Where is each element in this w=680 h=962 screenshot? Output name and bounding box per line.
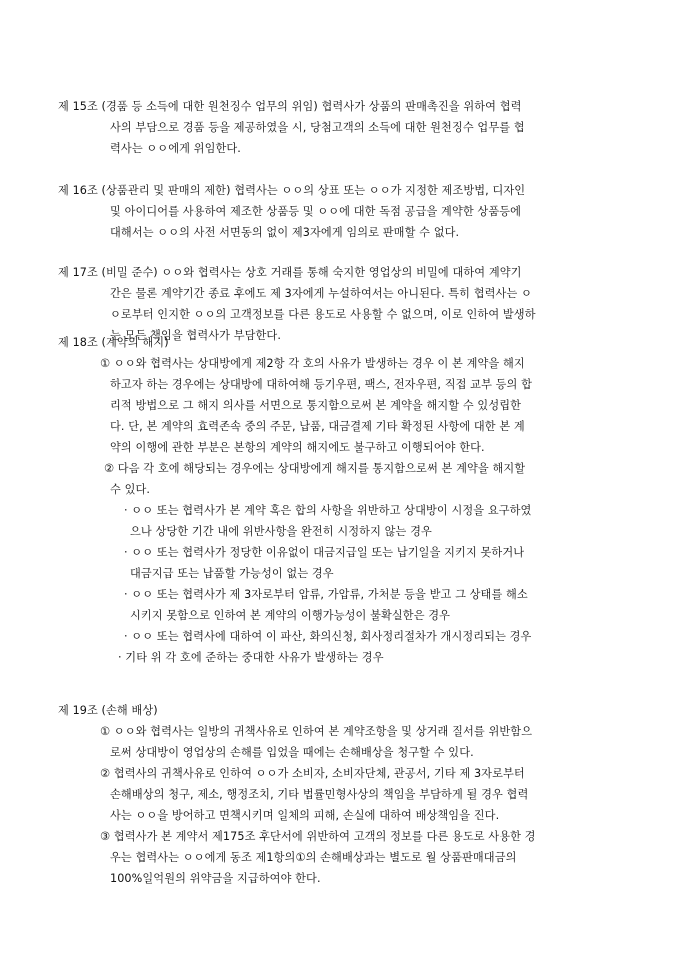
article-18-para1-line-2: 하고자 하는 경우에는 상대방에 대하여해 등기우편, 팩스, 전자우편, 직접 교부 등의 합 xyxy=(110,378,533,391)
article-19-para3-line-3: 100%일억원의 위약금을 지급하여야 한다. xyxy=(110,872,321,885)
article-19-para2-line-3: 사는 ㅇㅇ을 방어하고 면책시키며 일체의 피해, 손실에 대하여 배상책임을 진다. xyxy=(110,809,500,822)
article-15-line-3: 력사는 ㅇㅇ에게 위임한다. xyxy=(110,142,241,155)
article-18-item-1-line-2: 으나 상당한 기간 내에 위반사항을 완전히 시정하지 않는 경우 xyxy=(130,525,432,538)
article-17-line-2: 간은 물론 계약기간 종료 후에도 제 3자에게 누설하여서는 아니된다. 특히 협력사는 ㅇ xyxy=(110,287,532,300)
article-18-para1-line-5: 약의 이행에 관한 부분은 본항의 계약의 해지에도 불구하고 이행되어야 한다. xyxy=(110,441,485,454)
article-18-heading: 제 18조 (계약의 해지) xyxy=(58,336,169,349)
article-17-line-3: ㅇ로부터 인지한 ㅇㅇ의 고객정보를 다른 용도로 사용할 수 없으며, 이로 인하여 발생하 xyxy=(110,308,536,321)
article-18-para2-line-1: ② 다음 각 호에 해당되는 경우에는 상대방에게 해지를 통지함으로써 본 계약을 해지할 xyxy=(104,462,526,475)
article-18-item-5: · 기타 위 각 호에 준하는 중대한 사유가 발생하는 경우 xyxy=(118,651,384,664)
article-18-para1-line-4: 다. 단, 본 계약의 효력존속 중의 주문, 납품, 대금결제 기타 확정된 사항에 대한 본 계 xyxy=(110,420,525,433)
article-16 xyxy=(58,180,628,243)
article-19 xyxy=(58,700,628,889)
article-18 xyxy=(58,332,628,668)
article-17-line-4: 는 모든 책임을 협력사가 부담한다. xyxy=(110,329,281,342)
article-15 xyxy=(58,96,628,159)
article-18-item-2-line-2: 대금지급 또는 납품할 가능성이 없는 경우 xyxy=(130,567,334,580)
article-19-para3-line-2: 우는 협력사는 ㅇㅇ에게 동조 제1항의①의 손해배상과는 별도로 월 상품판매대금의 xyxy=(110,851,517,864)
article-19-para2-line-2: 손해배상의 청구, 제소, 행정조치, 기타 법률민형사상의 책임을 부담하게 될 경우 협력 xyxy=(110,788,529,801)
article-18-para1-line-3: 리적 방법으로 그 해지 의사를 서면으로 통지함으로써 본 계약을 해지할 수 있성립한 xyxy=(110,399,522,412)
article-18-para1-line-1: ① ㅇㅇ와 협력사는 상대방에게 제2항 각 호의 사유가 발생하는 경우 이 본 계약을 해지 xyxy=(100,357,525,370)
article-18-item-3-line-2: 시키지 못함으로 인하여 본 계약의 이행가능성이 불확실한은 경우 xyxy=(130,609,451,622)
article-18-item-4: · ㅇㅇ 또는 협력사에 대하여 이 파산, 화의신청, 회사정리절차가 개시정리되는 경우 xyxy=(124,630,532,643)
article-15-heading-line: 제 15조 (경품 등 소득에 대한 원천징수 업무의 위임) 협력사가 상품의 판매촉진을 위하여 협력 xyxy=(58,100,522,113)
article-19-para1-line-1: ① ㅇㅇ와 협력사는 일방의 귀책사유로 인하여 본 계약조항을 및 상거래 질서를 위반함으 xyxy=(100,725,533,738)
article-19-para2-line-1: ② 협력사의 귀책사유로 인하여 ㅇㅇ가 소비자, 소비자단체, 관공서, 기타 제 3자로부터 xyxy=(100,767,525,780)
article-19-para3-line-1: ③ 협력사가 본 계약서 제175조 후단서에 위반하여 고객의 정보를 다른 용도로 사용한 경 xyxy=(100,830,536,843)
article-15-line-2: 사의 부담으로 경품 등을 제공하였을 시, 당첨고객의 소득에 대한 원천징수 업무를 협 xyxy=(110,121,525,134)
article-16-line-3: 대해서는 ㅇㅇ의 사전 서면동의 없이 제3자에게 임의로 판매할 수 없다. xyxy=(110,226,460,239)
article-16-line-2: 및 아이디어를 사용하여 제조한 상품등 및 ㅇㅇ에 대한 독점 공급을 계약한 상품등에 xyxy=(110,205,522,218)
article-16-heading-line: 제 16조 (상품관리 및 판매의 제한) 협력사는 ㅇㅇ의 상표 또는 ㅇㅇ가 지정한 제조방법, 디자인 xyxy=(58,184,526,197)
article-18-item-1-line-1: · ㅇㅇ 또는 협력사가 본 계약 혹은 합의 사항을 위반하고 상대방이 시정을 요구하였 xyxy=(124,504,532,517)
article-18-item-3-line-1: · ㅇㅇ 또는 협력사가 제 3자로부터 압류, 가압류, 가처분 등을 받고 그 상태를 해소 xyxy=(124,588,528,601)
article-19-heading: 제 19조 (손해 배상) xyxy=(58,704,158,717)
article-19-para1-line-2: 로써 상대방이 영업상의 손해를 입었을 때에는 손해배상을 청구할 수 있다. xyxy=(110,746,474,759)
article-18-item-2-line-1: · ㅇㅇ 또는 협력사가 정당한 이유없이 대금지급일 또는 납기일을 지키지 못하거나 xyxy=(124,546,525,559)
article-17-heading-line: 제 17조 (비밀 준수) ㅇㅇ와 협력사는 상호 거래를 통해 숙지한 영업상의 비밀에 대하여 계약기 xyxy=(58,266,522,279)
article-18-para2-line-2: 수 있다. xyxy=(110,483,151,496)
